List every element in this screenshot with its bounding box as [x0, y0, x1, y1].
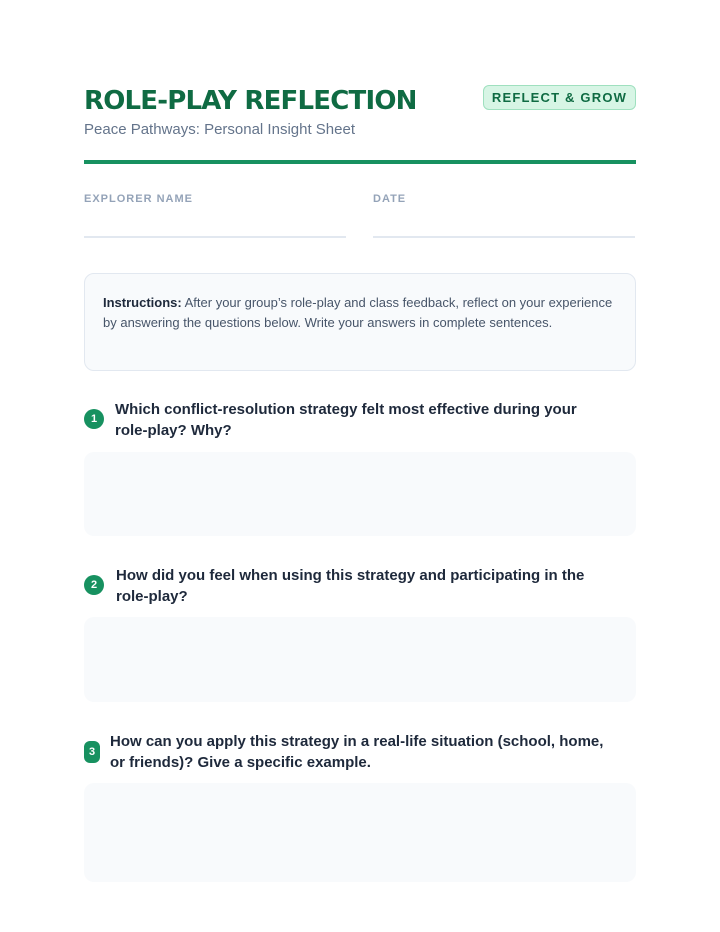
instructions-box [84, 273, 636, 371]
date-field[interactable] [373, 193, 635, 206]
page-subtitle: Peace Pathways: Personal Insight Sheet [84, 121, 355, 138]
question-number-badge: 3 [84, 741, 100, 763]
answer-box-3[interactable] [84, 783, 636, 882]
worksheet-header [84, 84, 636, 144]
header-divider [84, 160, 636, 164]
instructions-text: After your group’s role-play and class feedback, reflect on your experience by answering the questions below. Write your answers in complete sentences. [103, 295, 613, 330]
question-3 [84, 730, 636, 884]
explorer-name-line [84, 236, 346, 238]
answer-box-1[interactable] [84, 452, 636, 536]
question-text: How did you feel when using this strategy and participating in the role-play? [116, 567, 585, 605]
question-2 [84, 564, 636, 704]
explorer-name-label: EXPLORER NAME [84, 193, 193, 205]
question-number-badge: 1 [84, 409, 104, 429]
question-1 [84, 398, 636, 538]
date-line [373, 236, 635, 238]
question-number-badge: 2 [84, 575, 104, 595]
question-text: Which conflict-resolution strategy felt most effective during your role-play? Why? [115, 401, 577, 439]
explorer-name-field[interactable] [84, 193, 346, 206]
date-label: DATE [373, 193, 407, 205]
instructions-label: Instructions: [103, 295, 182, 310]
answer-box-2[interactable] [84, 617, 636, 702]
question-text: How can you apply this strategy in a real-life situation (school, home, or friends)? Give a specific example. [110, 733, 604, 771]
page-title: ROLE-PLAY REFLECTION [84, 86, 417, 116]
reflect-badge: REFLECT & GROW [483, 85, 636, 110]
